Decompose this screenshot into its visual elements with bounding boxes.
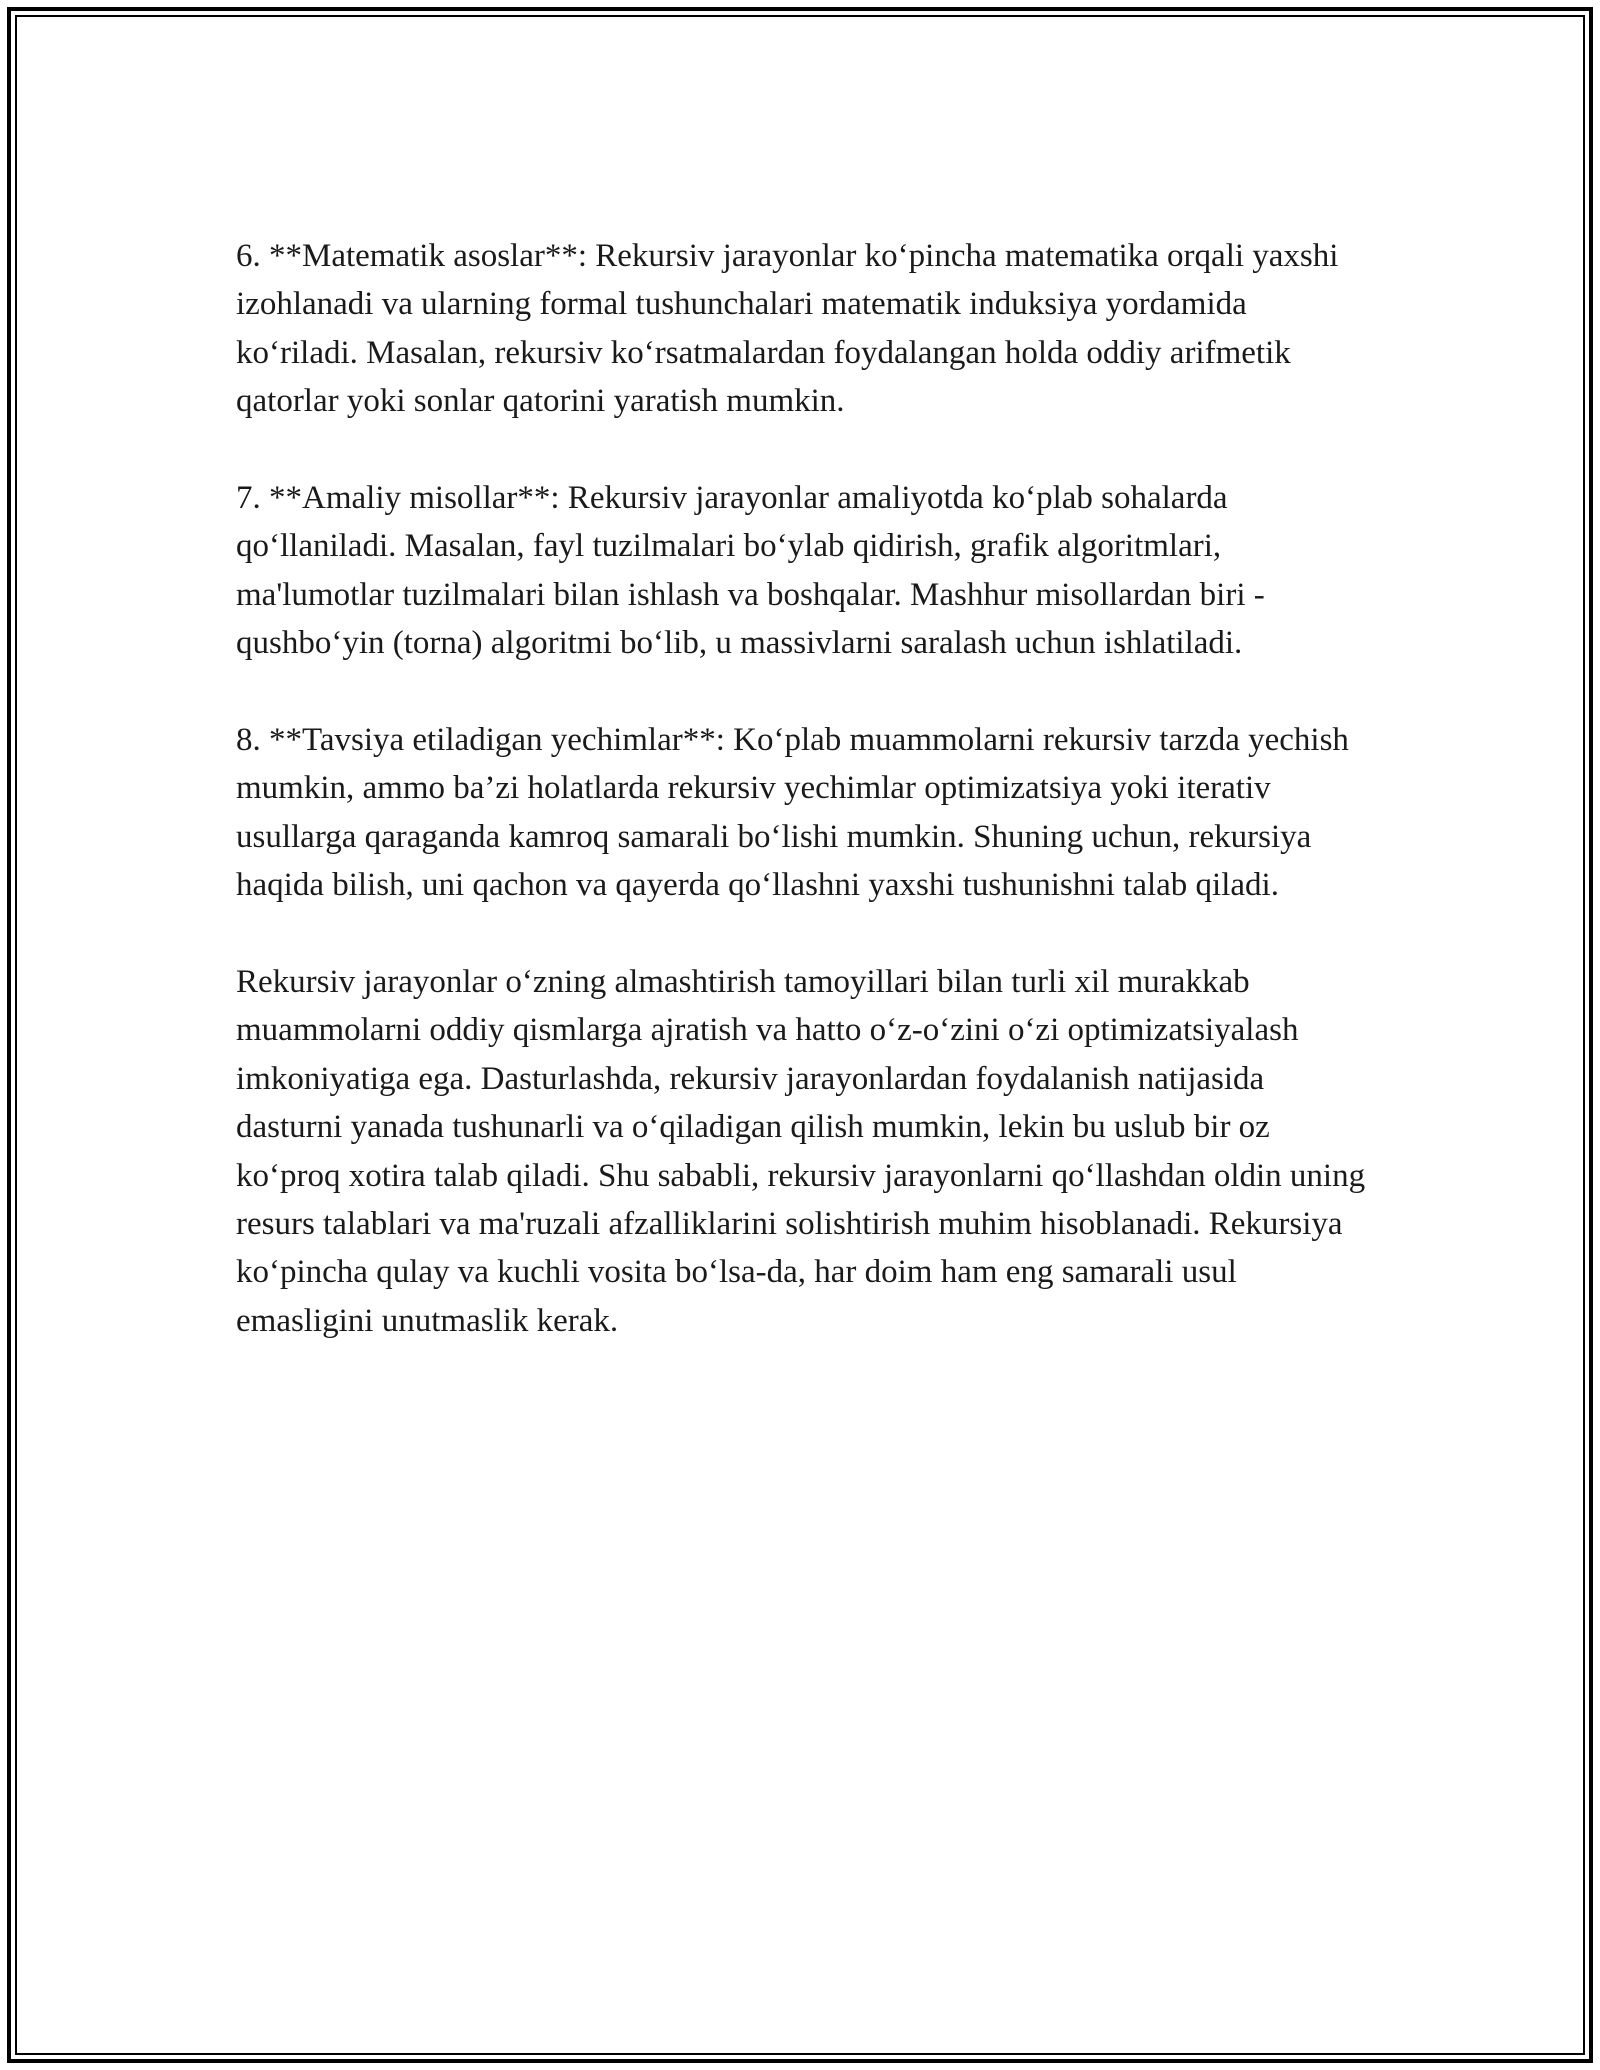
paragraph-practical-examples: 7. **Amaliy misollar**: Rekursiv jarayonlar amaliyotda ko‘plab sohalarda qo‘llaniladi. Masalan, fayl tuzilmalari bo‘ylab qidirish, grafik algoritmlari, ma'lumotlar tuzilmalari bilan ishlash va boshqalar. Mashhur misollardan biri - qushbo‘yin (torna) algoritmi bo‘lib, u massivlarni saralash uchun ishlatiladi.: [236, 480, 1265, 662]
document-body: [236, 232, 1376, 1345]
paragraph-conclusion: Rekursiv jarayonlar o‘zning almashtirish tamoyillari bilan turli xil murakkab muammolarni oddiy qismlarga ajratish va hatto o‘z-o‘zini o‘zi optimizatsiyalash imkoniyatiga ega. Dasturlashda, rekursiv jarayonlardan foydalanish natijasida dasturni yanada tushunarli va o‘qiladigan qilish mumkin, lekin bu uslub bir oz ko‘proq xotira talab qiladi. Shu sababli, rekursiv jarayonlarni qo‘llashdan oldin uning resurs talablari va ma'ruzali afzalliklarini solishtirish muhim hisoblanadi. Rekursiya ko‘pincha qulay va kuchli vosita bo‘lsa-da, har doim ham eng samarali usul emasligini unutmaslik kerak.: [236, 964, 1366, 1339]
paragraph-mathematical-foundations: 6. **Matematik asoslar**: Rekursiv jarayonlar ko‘pincha matematika orqali yaxshi izohlanadi va ularning formal tushunchalari matematik induksiya yordamida ko‘riladi. Masalan, rekursiv ko‘rsatmalardan foydalangan holda oddiy arifmetik qatorlar yoki sonlar qatorini yaratish mumkin.: [236, 238, 1339, 420]
paragraph-recommended-solutions: 8. **Tavsiya etiladigan yechimlar**: Ko‘plab muammolarni rekursiv tarzda yechish mumkin, ammo ba’zi holatlarda rekursiv yechimlar optimizatsiya yoki iterativ usullarga qaraganda kamroq samarali bo‘lishi mumkin. Shuning uchun, rekursiya haqida bilish, uni qachon va qayerda qo‘llashni yaxshi tushunishni talab qiladi.: [236, 722, 1349, 904]
